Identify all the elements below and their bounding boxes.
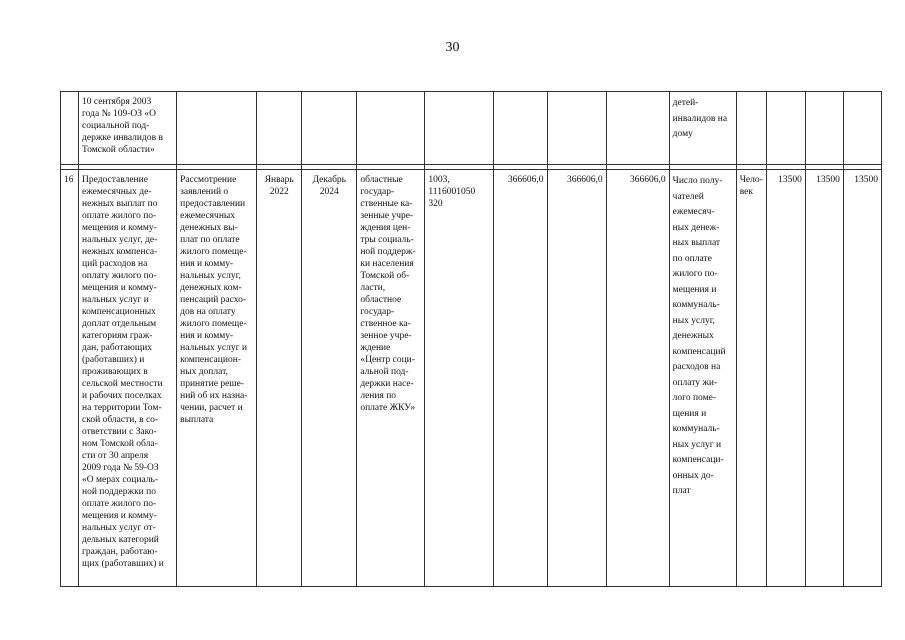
table-row-continuation (61, 92, 882, 165)
cell-sum1: 366606,0 (494, 170, 547, 587)
cell-v3: 13500 (843, 170, 881, 587)
cell-start: Январь 2022 (257, 170, 302, 587)
cell-unit: Чело- век (736, 170, 766, 587)
cell-sum3 (606, 92, 669, 165)
cell-start (257, 92, 302, 165)
cell-code: 1003, 1116001050 320 (425, 170, 494, 587)
cell-v2 (805, 92, 843, 165)
cell-content (177, 92, 257, 165)
cell-unit (736, 92, 766, 165)
program-table (60, 91, 882, 587)
cell-num: 16 (61, 170, 79, 587)
cell-sum1 (494, 92, 547, 165)
cell-content: Рассмотрение заявлений о предоставлении ежемесячных денежных вы- плат по оплате жилого помеще- ния и комму- нальных услуг, денежных ком- пенсаций расхо- дов на оплату жилого помеще- ния и комму- нальных услуг и компенсацион- ных доплат, принятие реше- ний об их назна- чении, расчет и выплата (177, 170, 257, 587)
cell-indicator: Число полу- чателей ежемесяч- ных денеж- ных выплат по оплате жилого по- мещения и коммуналь- ных услуг, денежных компенсаций расходов на оплату жи- лого поме- щения и коммуналь- ных услуг и компенсаци- онных до- плат (669, 170, 736, 587)
page-number: 30 (445, 40, 460, 55)
cell-sum3: 366606,0 (606, 170, 669, 587)
cell-sum2: 366606,0 (547, 170, 606, 587)
cell-indicator: детей- инвалидов на дому (669, 92, 736, 165)
cell-executor (357, 92, 425, 165)
cell-executor: областные государ- ственные ка- зенные учре- ждения цен- тры социаль- ной поддерж- ки населения Томской об- ласти, областное государ- ственное ка- зенное учре- ждение «Центр соци- альной под- держки насе- ления по оплате ЖКУ» (357, 170, 425, 587)
table-row-16 (61, 170, 882, 587)
cell-num (61, 92, 79, 165)
cell-name: Предоставление ежемесячных де- нежных выплат по оплате жилого по- мещения и комму- нальных услуг, де- нежных компенса- ций расходов на оплату жилого по- мещения и комму- нальных услуг и компенсационных доплат отдельным категориям граж- дан, работающих (работавших) и проживающих в сельской местности и рабочих поселках на территории Том- ской области, в со- ответствии с Зако- ном Томской обла- сти от 30 апреля 2009 года № 59-ОЗ «О мерах социаль- ной поддержки по оплате жилого по- мещения и комму- нальных услуг от- дельных категорий граждан, работаю- щих (работавших) и (79, 170, 177, 587)
cell-v1 (766, 92, 805, 165)
cell-code (425, 92, 494, 165)
cell-name: 10 сентября 2003 года № 109-ОЗ «О социальной под- держке инвалидов в Томской области» (79, 92, 177, 165)
cell-v3 (843, 92, 881, 165)
cell-v1: 13500 (766, 170, 805, 587)
cell-end (302, 92, 357, 165)
cell-v2: 13500 (805, 170, 843, 587)
cell-sum2 (547, 92, 606, 165)
cell-end: Декабрь 2024 (302, 170, 357, 587)
